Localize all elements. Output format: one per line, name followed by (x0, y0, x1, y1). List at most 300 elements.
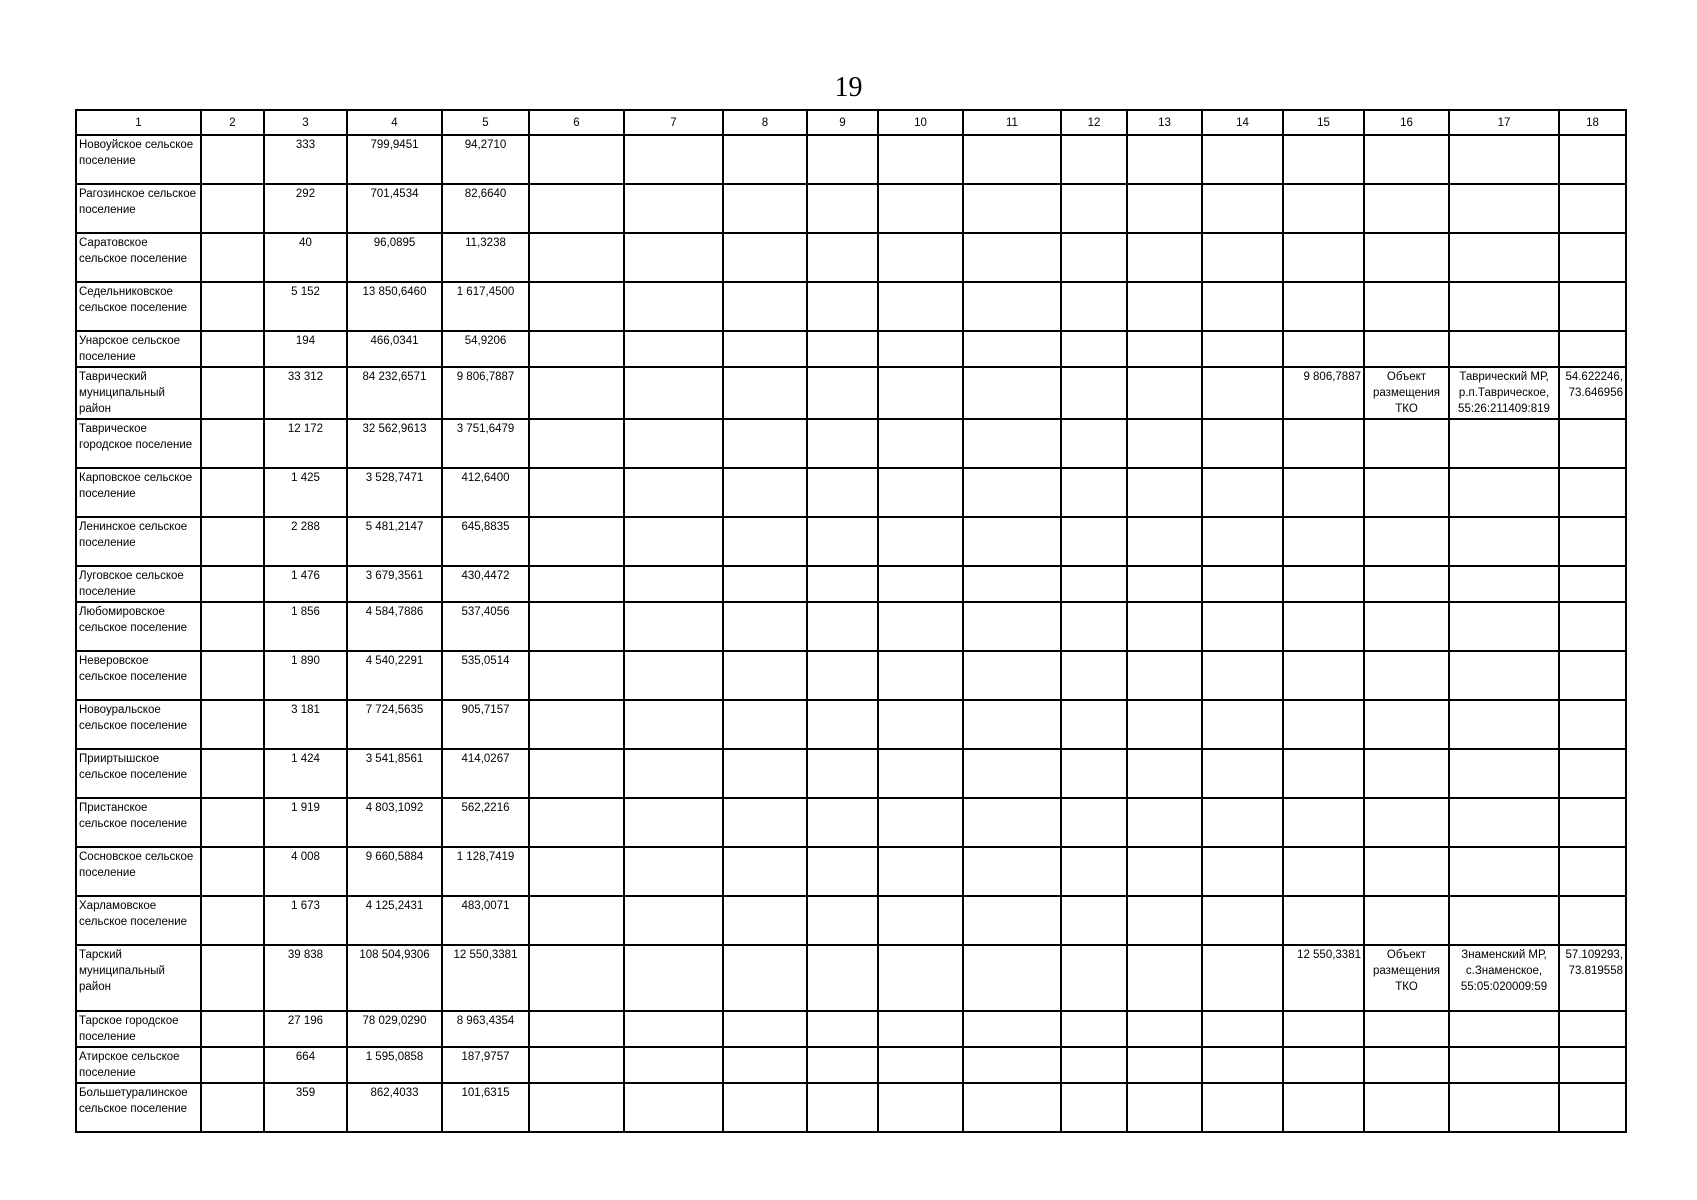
cell-col-16 (1364, 651, 1449, 700)
empty-cell (1061, 896, 1127, 945)
empty-cell (807, 1047, 878, 1083)
empty-cell (1202, 468, 1283, 517)
empty-cell (1061, 749, 1127, 798)
cell-col-18 (1559, 135, 1626, 184)
empty-cell (529, 135, 624, 184)
empty-cell (201, 184, 264, 233)
empty-cell (624, 700, 723, 749)
cell-col-17 (1449, 896, 1559, 945)
empty-cell (807, 602, 878, 651)
empty-cell (1127, 367, 1202, 419)
cell-col-1: Таврический муниципальный район (76, 367, 201, 419)
column-header: 11 (963, 110, 1061, 135)
cell-col-18: 54.622246, 73.646956 (1559, 367, 1626, 419)
empty-cell (963, 367, 1061, 419)
empty-cell (963, 896, 1061, 945)
cell-col-18 (1559, 798, 1626, 847)
cell-col-18 (1559, 1083, 1626, 1132)
cell-col-18 (1559, 651, 1626, 700)
empty-cell (1202, 798, 1283, 847)
empty-cell (807, 419, 878, 468)
column-header: 6 (529, 110, 624, 135)
cell-col-17 (1449, 184, 1559, 233)
empty-cell (878, 945, 963, 1011)
empty-cell (624, 517, 723, 566)
empty-cell (1127, 749, 1202, 798)
empty-cell (1061, 1047, 1127, 1083)
empty-cell (723, 517, 807, 566)
cell-col-17 (1449, 331, 1559, 367)
cell-col-3: 1 890 (264, 651, 347, 700)
cell-col-4: 4 125,2431 (347, 896, 442, 945)
empty-cell (1127, 700, 1202, 749)
empty-cell (1202, 700, 1283, 749)
empty-cell (878, 1047, 963, 1083)
cell-col-3: 2 288 (264, 517, 347, 566)
empty-cell (1127, 798, 1202, 847)
cell-col-15 (1283, 1011, 1364, 1047)
cell-col-5: 430,4472 (442, 566, 529, 602)
empty-cell (723, 700, 807, 749)
cell-col-15 (1283, 517, 1364, 566)
empty-cell (624, 847, 723, 896)
empty-cell (1202, 1011, 1283, 1047)
cell-col-16 (1364, 331, 1449, 367)
empty-cell (878, 896, 963, 945)
column-header: 15 (1283, 110, 1364, 135)
empty-cell (723, 184, 807, 233)
cell-col-4: 862,4033 (347, 1083, 442, 1132)
table-row (76, 749, 1626, 798)
cell-col-18: 57.109293, 73.819558 (1559, 945, 1626, 1011)
cell-col-3: 33 312 (264, 367, 347, 419)
empty-cell (878, 566, 963, 602)
empty-cell (1202, 566, 1283, 602)
empty-cell (963, 184, 1061, 233)
cell-col-1: Унарское сельское поселение (76, 331, 201, 367)
cell-col-5: 11,3238 (442, 233, 529, 282)
table-row (76, 1083, 1626, 1132)
empty-cell (723, 602, 807, 651)
empty-cell (807, 651, 878, 700)
empty-cell (963, 1047, 1061, 1083)
empty-cell (1202, 1047, 1283, 1083)
empty-cell (963, 945, 1061, 1011)
empty-cell (723, 331, 807, 367)
empty-cell (723, 945, 807, 1011)
empty-cell (624, 651, 723, 700)
empty-cell (1061, 517, 1127, 566)
empty-cell (201, 651, 264, 700)
cell-col-18 (1559, 419, 1626, 468)
cell-col-4: 9 660,5884 (347, 847, 442, 896)
cell-col-5: 905,7157 (442, 700, 529, 749)
empty-cell (529, 896, 624, 945)
cell-col-5: 8 963,4354 (442, 1011, 529, 1047)
cell-col-16 (1364, 1047, 1449, 1083)
empty-cell (1202, 184, 1283, 233)
cell-col-17 (1449, 566, 1559, 602)
cell-col-18 (1559, 331, 1626, 367)
empty-cell (201, 1047, 264, 1083)
empty-cell (1127, 1011, 1202, 1047)
cell-col-18 (1559, 517, 1626, 566)
cell-col-4: 7 724,5635 (347, 700, 442, 749)
empty-cell (201, 468, 264, 517)
empty-cell (1061, 1083, 1127, 1132)
column-header: 5 (442, 110, 529, 135)
empty-cell (529, 798, 624, 847)
cell-col-15 (1283, 184, 1364, 233)
cell-col-4: 3 541,8561 (347, 749, 442, 798)
cell-col-1: Неверовское сельское поселение (76, 651, 201, 700)
cell-col-15 (1283, 602, 1364, 651)
cell-col-16 (1364, 135, 1449, 184)
table-body (76, 135, 1626, 1132)
cell-col-18 (1559, 602, 1626, 651)
column-header: 17 (1449, 110, 1559, 135)
cell-col-16 (1364, 184, 1449, 233)
empty-cell (1127, 1083, 1202, 1132)
cell-col-17 (1449, 651, 1559, 700)
cell-col-3: 27 196 (264, 1011, 347, 1047)
cell-col-15 (1283, 1047, 1364, 1083)
cell-col-16: Объект размещения ТКО (1364, 367, 1449, 419)
empty-cell (1127, 651, 1202, 700)
cell-col-18 (1559, 233, 1626, 282)
empty-cell (723, 896, 807, 945)
cell-col-17 (1449, 419, 1559, 468)
cell-col-16 (1364, 700, 1449, 749)
cell-col-15 (1283, 798, 1364, 847)
empty-cell (529, 233, 624, 282)
cell-col-3: 5 152 (264, 282, 347, 331)
cell-col-3: 1 919 (264, 798, 347, 847)
cell-col-17 (1449, 847, 1559, 896)
empty-cell (963, 602, 1061, 651)
cell-col-1: Седельниковское сельское поселение (76, 282, 201, 331)
empty-cell (878, 184, 963, 233)
cell-col-17 (1449, 517, 1559, 566)
cell-col-17 (1449, 1011, 1559, 1047)
cell-col-1: Новоуральское сельское поселение (76, 700, 201, 749)
cell-col-17: Таврический МР, р.п.Таврическое, 55:26:211409:819 (1449, 367, 1559, 419)
cell-col-1: Таврическое городское поселение (76, 419, 201, 468)
empty-cell (624, 896, 723, 945)
empty-cell (201, 566, 264, 602)
empty-cell (624, 1047, 723, 1083)
cell-col-15 (1283, 651, 1364, 700)
empty-cell (201, 331, 264, 367)
empty-cell (624, 602, 723, 651)
empty-cell (1202, 847, 1283, 896)
table-row (76, 331, 1626, 367)
empty-cell (624, 1083, 723, 1132)
cell-col-1: Атирское сельское поселение (76, 1047, 201, 1083)
cell-col-17 (1449, 282, 1559, 331)
empty-cell (963, 798, 1061, 847)
empty-cell (723, 566, 807, 602)
cell-col-15: 12 550,3381 (1283, 945, 1364, 1011)
empty-cell (1061, 135, 1127, 184)
empty-cell (723, 135, 807, 184)
empty-cell (201, 798, 264, 847)
cell-col-5: 562,2216 (442, 798, 529, 847)
empty-cell (1127, 468, 1202, 517)
cell-col-5: 535,0514 (442, 651, 529, 700)
column-header: 14 (1202, 110, 1283, 135)
empty-cell (529, 517, 624, 566)
empty-cell (624, 945, 723, 1011)
cell-col-16: Объект размещения ТКО (1364, 945, 1449, 1011)
cell-col-18 (1559, 896, 1626, 945)
empty-cell (624, 419, 723, 468)
empty-cell (624, 135, 723, 184)
table-row (76, 184, 1626, 233)
cell-col-4: 1 595,0858 (347, 1047, 442, 1083)
cell-col-4: 3 528,7471 (347, 468, 442, 517)
empty-cell (529, 1011, 624, 1047)
empty-cell (624, 184, 723, 233)
empty-cell (807, 184, 878, 233)
empty-cell (201, 700, 264, 749)
cell-col-1: Большетуралинское сельское поселение (76, 1083, 201, 1132)
empty-cell (1202, 419, 1283, 468)
empty-cell (1061, 331, 1127, 367)
cell-col-4: 701,4534 (347, 184, 442, 233)
cell-col-4: 799,9451 (347, 135, 442, 184)
cell-col-3: 1 476 (264, 566, 347, 602)
empty-cell (529, 331, 624, 367)
cell-col-17 (1449, 798, 1559, 847)
empty-cell (878, 135, 963, 184)
empty-cell (1202, 135, 1283, 184)
empty-cell (1061, 602, 1127, 651)
empty-cell (878, 419, 963, 468)
empty-cell (201, 749, 264, 798)
empty-cell (963, 700, 1061, 749)
empty-cell (1061, 700, 1127, 749)
empty-cell (807, 566, 878, 602)
cell-col-15 (1283, 282, 1364, 331)
empty-cell (807, 367, 878, 419)
empty-cell (807, 282, 878, 331)
empty-cell (807, 798, 878, 847)
cell-col-1: Прииртышское сельское поселение (76, 749, 201, 798)
cell-col-1: Тарский муниципальный район (76, 945, 201, 1011)
cell-col-1: Любомировское сельское поселение (76, 602, 201, 651)
empty-cell (529, 1047, 624, 1083)
cell-col-1: Тарское городское поселение (76, 1011, 201, 1047)
cell-col-3: 40 (264, 233, 347, 282)
empty-cell (1061, 651, 1127, 700)
cell-col-15 (1283, 419, 1364, 468)
table-row (76, 945, 1626, 1011)
empty-cell (1061, 847, 1127, 896)
empty-cell (201, 233, 264, 282)
empty-cell (878, 1011, 963, 1047)
empty-cell (529, 945, 624, 1011)
header-row (76, 110, 1626, 135)
empty-cell (723, 847, 807, 896)
empty-cell (1202, 233, 1283, 282)
empty-cell (878, 602, 963, 651)
empty-cell (529, 184, 624, 233)
cell-col-15 (1283, 700, 1364, 749)
empty-cell (1127, 135, 1202, 184)
empty-cell (1202, 602, 1283, 651)
empty-cell (1127, 602, 1202, 651)
cell-col-5: 9 806,7887 (442, 367, 529, 419)
cell-col-3: 359 (264, 1083, 347, 1132)
table-row (76, 419, 1626, 468)
cell-col-16 (1364, 1011, 1449, 1047)
empty-cell (1127, 233, 1202, 282)
cell-col-4: 108 504,9306 (347, 945, 442, 1011)
empty-cell (723, 282, 807, 331)
empty-cell (1202, 367, 1283, 419)
cell-col-17 (1449, 233, 1559, 282)
column-header: 18 (1559, 110, 1626, 135)
empty-cell (1202, 331, 1283, 367)
empty-cell (963, 847, 1061, 896)
empty-cell (624, 566, 723, 602)
cell-col-16 (1364, 566, 1449, 602)
cell-col-1: Пристанское сельское поселение (76, 798, 201, 847)
cell-col-1: Карповское сельское поселение (76, 468, 201, 517)
cell-col-5: 1 617,4500 (442, 282, 529, 331)
empty-cell (1061, 945, 1127, 1011)
empty-cell (529, 566, 624, 602)
empty-cell (807, 517, 878, 566)
empty-cell (723, 651, 807, 700)
empty-cell (1127, 896, 1202, 945)
empty-cell (529, 847, 624, 896)
cell-col-18 (1559, 184, 1626, 233)
cell-col-3: 1 673 (264, 896, 347, 945)
empty-cell (723, 468, 807, 517)
cell-col-15 (1283, 749, 1364, 798)
empty-cell (963, 566, 1061, 602)
empty-cell (1202, 282, 1283, 331)
empty-cell (807, 331, 878, 367)
cell-col-16 (1364, 847, 1449, 896)
empty-cell (878, 331, 963, 367)
cell-col-5: 537,4056 (442, 602, 529, 651)
cell-col-5: 94,2710 (442, 135, 529, 184)
table-row (76, 1011, 1626, 1047)
cell-col-15 (1283, 233, 1364, 282)
empty-cell (201, 847, 264, 896)
empty-cell (529, 1083, 624, 1132)
table-row (76, 847, 1626, 896)
cell-col-5: 3 751,6479 (442, 419, 529, 468)
empty-cell (201, 135, 264, 184)
cell-col-3: 1 856 (264, 602, 347, 651)
cell-col-15 (1283, 331, 1364, 367)
cell-col-3: 292 (264, 184, 347, 233)
cell-col-17 (1449, 1047, 1559, 1083)
cell-col-1: Харламовское сельское поселение (76, 896, 201, 945)
cell-col-5: 483,0071 (442, 896, 529, 945)
empty-cell (1202, 749, 1283, 798)
empty-cell (723, 749, 807, 798)
empty-cell (624, 468, 723, 517)
cell-col-3: 1 424 (264, 749, 347, 798)
table-row (76, 367, 1626, 419)
empty-cell (723, 419, 807, 468)
empty-cell (201, 602, 264, 651)
column-header: 12 (1061, 110, 1127, 135)
empty-cell (201, 1083, 264, 1132)
empty-cell (624, 233, 723, 282)
empty-cell (201, 282, 264, 331)
empty-cell (963, 419, 1061, 468)
cell-col-16 (1364, 749, 1449, 798)
cell-col-3: 4 008 (264, 847, 347, 896)
column-header: 4 (347, 110, 442, 135)
empty-cell (201, 419, 264, 468)
empty-cell (1202, 896, 1283, 945)
cell-col-17 (1449, 135, 1559, 184)
column-header: 13 (1127, 110, 1202, 135)
cell-col-16 (1364, 1083, 1449, 1132)
cell-col-4: 5 481,2147 (347, 517, 442, 566)
table-row (76, 566, 1626, 602)
cell-col-1: Рагозинское сельское поселение (76, 184, 201, 233)
cell-col-5: 1 128,7419 (442, 847, 529, 896)
table-row (76, 282, 1626, 331)
empty-cell (1127, 566, 1202, 602)
column-header: 7 (624, 110, 723, 135)
cell-col-1: Новоуйское сельское поселение (76, 135, 201, 184)
empty-cell (529, 367, 624, 419)
cell-col-17: Знаменский МР, с.Знаменское, 55:05:020009:59 (1449, 945, 1559, 1011)
cell-col-18 (1559, 566, 1626, 602)
empty-cell (624, 367, 723, 419)
empty-cell (878, 367, 963, 419)
table-row (76, 135, 1626, 184)
cell-col-15: 9 806,7887 (1283, 367, 1364, 419)
cell-col-16 (1364, 468, 1449, 517)
table-row (76, 468, 1626, 517)
table-row (76, 798, 1626, 847)
empty-cell (723, 367, 807, 419)
empty-cell (529, 651, 624, 700)
empty-cell (201, 945, 264, 1011)
empty-cell (963, 1083, 1061, 1132)
cell-col-16 (1364, 798, 1449, 847)
empty-cell (529, 700, 624, 749)
empty-cell (1202, 1083, 1283, 1132)
table-row (76, 700, 1626, 749)
cell-col-4: 96,0895 (347, 233, 442, 282)
empty-cell (723, 798, 807, 847)
page-number: 19 (834, 72, 863, 103)
cell-col-1: Ленинское сельское поселение (76, 517, 201, 566)
table-row (76, 1047, 1626, 1083)
empty-cell (878, 282, 963, 331)
cell-col-15 (1283, 896, 1364, 945)
cell-col-4: 32 562,9613 (347, 419, 442, 468)
cell-col-16 (1364, 896, 1449, 945)
empty-cell (878, 651, 963, 700)
cell-col-4: 4 540,2291 (347, 651, 442, 700)
cell-col-4: 466,0341 (347, 331, 442, 367)
cell-col-18 (1559, 1011, 1626, 1047)
cell-col-1: Луговское сельское поселение (76, 566, 201, 602)
cell-col-4: 3 679,3561 (347, 566, 442, 602)
